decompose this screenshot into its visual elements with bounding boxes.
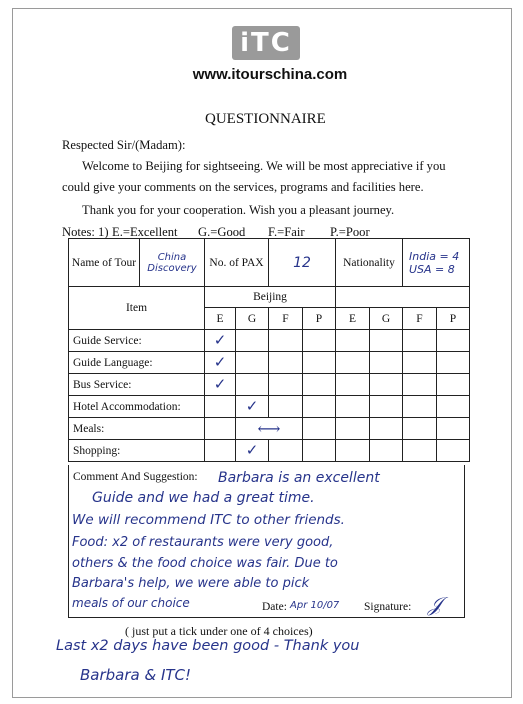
table-row [69,418,470,440]
rating-g-2: G [370,308,403,330]
footnote: ( just put a tick under one of 4 choices) [125,624,313,638]
website-url[interactable]: www.itourschina.com [192,66,348,83]
row-label: Guide Language: [69,352,205,374]
tour-value[interactable]: China Discovery [140,239,205,287]
rating-e-2: E [336,308,370,330]
tick-mark[interactable]: ✓ [205,352,236,374]
table-row [69,396,470,418]
rating-f-2: F [403,308,437,330]
handwritten-comment-line: Barbara is an excellent [218,470,380,486]
tick-mark[interactable]: ✓ [205,330,236,352]
nationality-label: Nationality [336,239,403,287]
row-label: Guide Service: [69,330,205,352]
itc-logo: iTC [232,26,300,60]
row-label: Bus Service: [69,374,205,396]
item-header: Item [69,287,205,330]
tick-mark[interactable]: ✓ [205,374,236,396]
row-label: Hotel Accommodation: [69,396,205,418]
intro-line-2: could give your comments on the services, programs and facilities here. [62,180,424,194]
table-row [69,374,470,396]
notes-label: Notes: 1) [62,225,109,239]
date-value: Apr 10/07 [290,600,340,611]
table-row [69,352,470,374]
handwritten-comment-line: Food: x2 of restaurants were very good, [72,535,334,550]
handwritten-comment-line: Guide and we had a great time. [92,490,315,506]
date-label: Date: [262,601,287,613]
double-arrow-mark[interactable]: ⟷ [236,418,303,440]
row-label: Meals: [69,418,205,440]
extra-handwritten-line: Last x2 days have been good - Thank you [56,638,360,654]
tick-mark[interactable]: ✓ [236,396,269,418]
rating-g: G [236,308,269,330]
city-header: Beijing [205,287,336,308]
nationality-value[interactable]: India = 4 USA = 8 [403,239,470,287]
rating-e: E [205,308,236,330]
row-label: Shopping: [69,440,205,462]
note-good: G.=Good [198,225,246,239]
note-excellent: E.=Excellent [112,225,178,239]
pax-value[interactable]: 12 [269,239,336,287]
rating-p: P [303,308,336,330]
greeting: Respected Sir/(Madam): [62,138,186,152]
handwritten-comment-line: We will recommend ITC to other friends. [72,512,345,528]
note-fair: F.=Fair [268,225,305,239]
second-city-header [336,287,470,308]
note-poor: P.=Poor [330,225,370,239]
tick-mark[interactable]: ✓ [236,440,269,462]
extra-handwritten-line: Barbara & ITC! [80,666,192,684]
rating-f: F [269,308,303,330]
name-of-tour-label: Name of Tour [69,239,140,287]
rating-p-2: P [437,308,470,330]
intro-line-1: Welcome to Beijing for sightseeing. We will be most appreciative if you [82,159,446,173]
handwritten-comment-line: others & the food choice was fair. Due to [72,556,338,571]
comment-label: Comment And Suggestion: [73,471,198,483]
rating-table [68,238,470,462]
intro-line-3: Thank you for your cooperation. Wish you a pleasant journey. [82,203,395,217]
table-row [69,330,470,352]
signature-scribble: 𝒥 [428,592,442,616]
no-of-pax-label: No. of PAX [205,239,269,287]
table-row [69,440,470,462]
handwritten-comment-line: Barbara's help, we were able to pick [72,576,310,591]
signature-label: Signature: [364,601,412,613]
page-title: QUESTIONNAIRE [205,111,326,127]
handwritten-comment-line: meals of our choice [72,596,190,610]
